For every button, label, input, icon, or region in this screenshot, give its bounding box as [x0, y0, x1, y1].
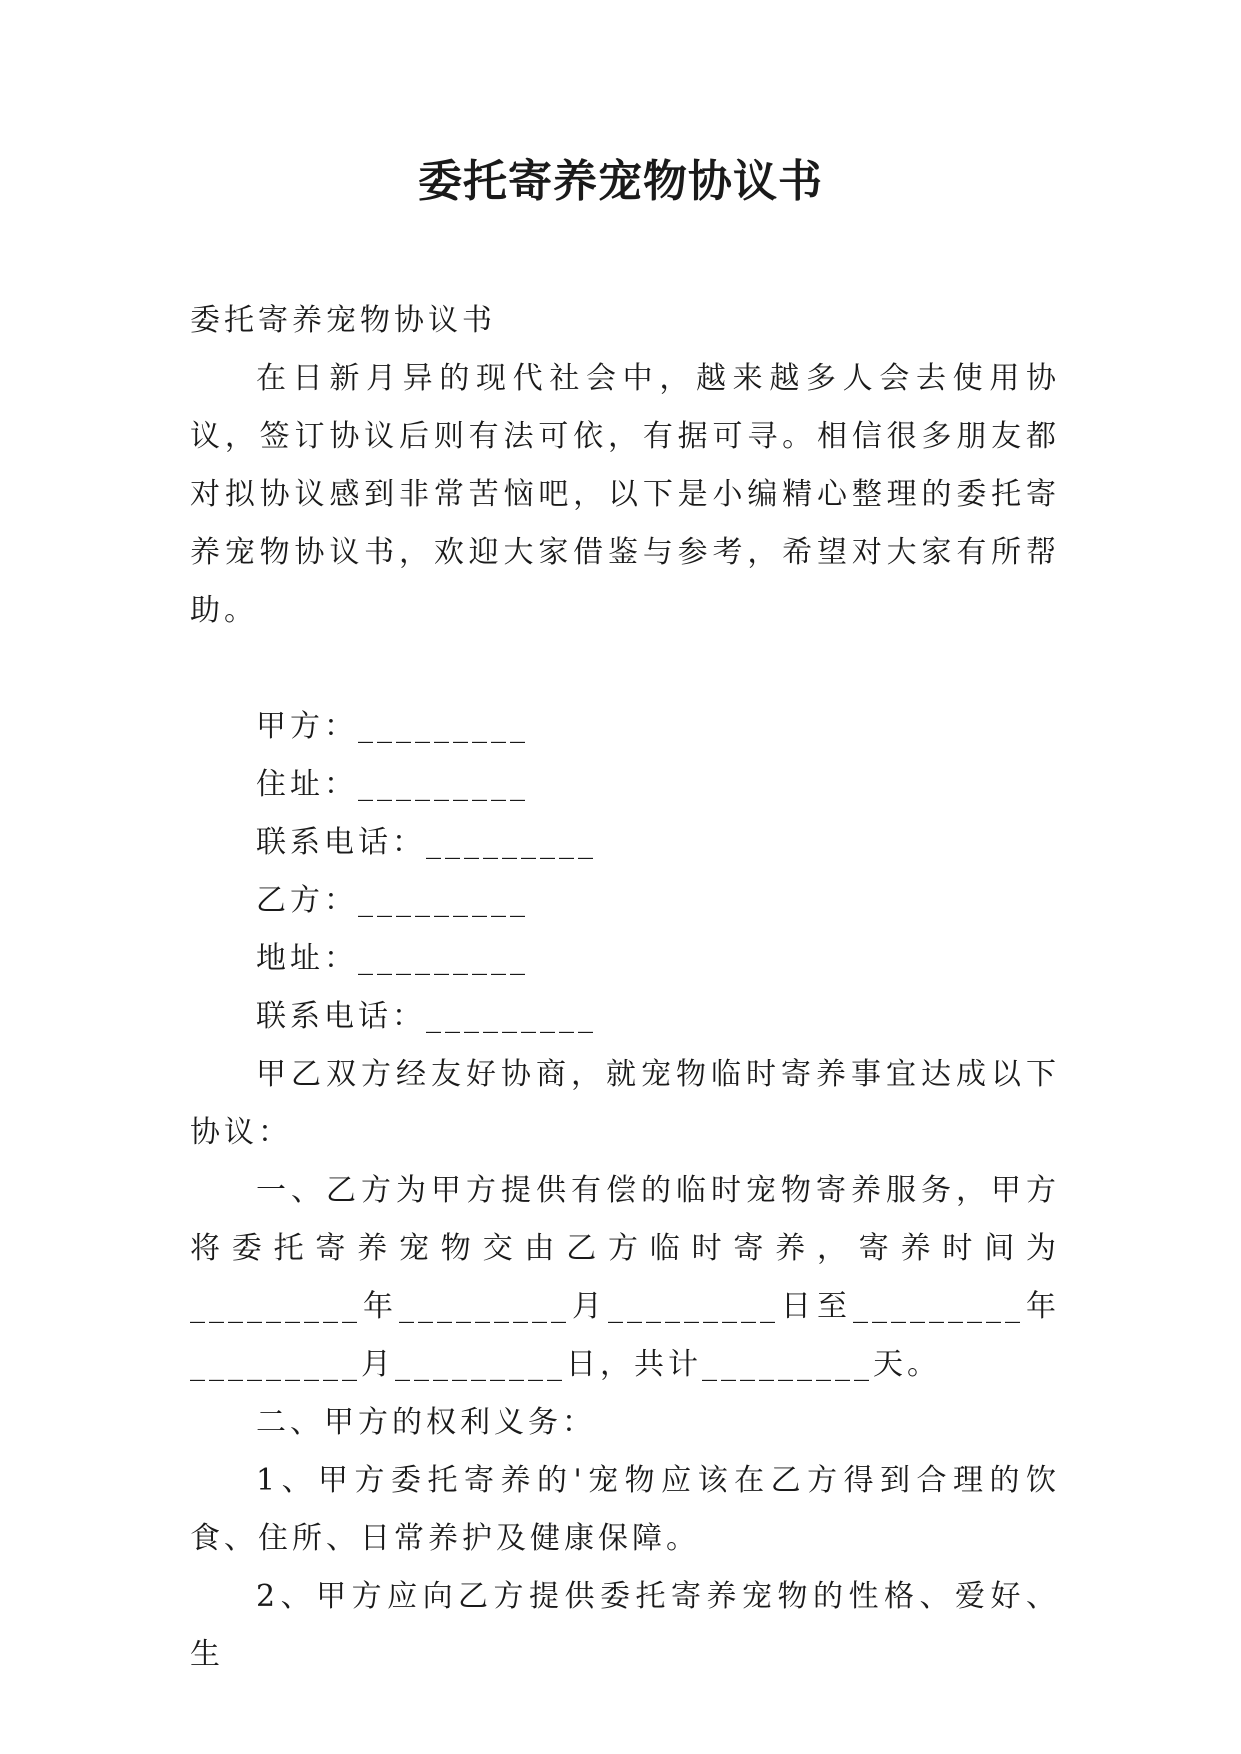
- clause-2-item-1: 1、甲方委托寄养的'宠物应该在乙方得到合理的饮食、住所、日常养护及健康保障。: [190, 1463, 1060, 1556]
- party-b-field: 乙方：_________: [256, 883, 529, 918]
- party-a-field: 甲方：_________: [256, 709, 529, 744]
- paragraph-spacer: [190, 640, 1060, 698]
- clause-2-item-2: 2、甲方应向乙方提供委托寄养宠物的性格、爱好、生: [190, 1579, 1060, 1672]
- clause-2-heading: 二、甲方的权利义务：: [256, 1405, 596, 1440]
- document-title: 委托寄养宠物协议书: [418, 156, 823, 207]
- intro-paragraph: 在日新月异的现代社会中，越来越多人会去使用协议，签订协议后则有法可依，有据可寻。相信很多朋友都对拟协议感到非常苦恼吧，以下是小编精心整理的委托寄养宠物协议书，欢迎大家借鉴与参考，希望对大家有所帮助。: [190, 361, 1060, 628]
- document-body: [190, 292, 1060, 1684]
- party-b-address-field: 地址：_________: [256, 941, 529, 976]
- document-subtitle: 委托寄养宠物协议书: [190, 303, 496, 338]
- agreement-intro-paragraph: 甲乙双方经友好协商，就宠物临时寄养事宜达成以下协议：: [190, 1057, 1060, 1150]
- party-a-address-field: 住址：_________: [256, 767, 529, 802]
- clause-1-paragraph: 一、乙方为甲方提供有偿的临时宠物寄养服务，甲方将委托寄养宠物交由乙方临时寄养，寄养时间为_________年_________月_________日至_________年_________月_________日，共计_________天。: [190, 1173, 1060, 1382]
- party-b-phone-field: 联系电话：_________: [256, 999, 597, 1034]
- party-a-phone-field: 联系电话：_________: [256, 825, 597, 860]
